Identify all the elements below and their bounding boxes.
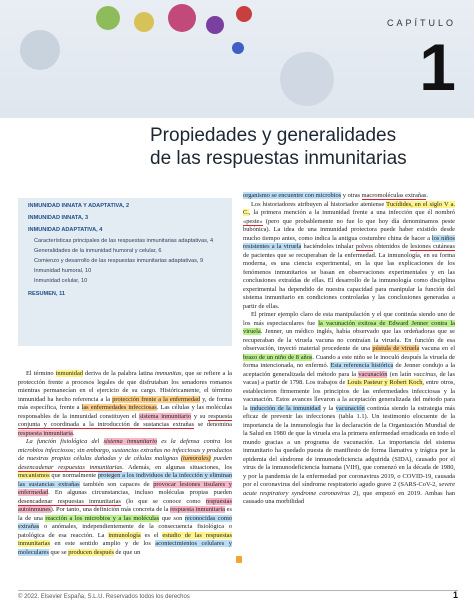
toc-item[interactable]	[28, 278, 222, 285]
text: pueden	[210, 455, 232, 462]
text: , que se refiere a la protección frente a procesos legales de que disfrutaban los senadores romanos mientras permanecían en el ejercicio de su cargo. Históricamente, el término inmunidad ha hecho referencia a la	[18, 370, 232, 403]
text: vaccinus	[413, 370, 436, 378]
toc-item-page: 2	[126, 203, 130, 209]
table-of-contents	[18, 198, 232, 346]
text: . En algunas circunstancias, incluso moléculas propias pueden	[48, 489, 232, 496]
text: obtenidos de	[372, 243, 411, 250]
paragraph	[18, 370, 232, 438]
text: . Las células y las moléculas responsables de la inmunidad constituyen el	[18, 404, 232, 420]
toc-item-page: 9	[200, 258, 204, 265]
text: y la	[320, 404, 336, 412]
toc-item[interactable]	[28, 248, 222, 255]
text: de Jenner condujo a la aceptación generalizada del método para la	[243, 362, 455, 378]
chapter-label: CAPÍTULO	[386, 18, 456, 28]
toc-item-label: INMUNIDAD ADAPTATIVA,	[28, 227, 98, 234]
text: , entre otros, establecieron firmemente los principios de las enfermedades infecciosas y la vacunación. Estos avances llevaron a la aceptación generalizada del método para la	[243, 379, 455, 412]
highlight: (tumorales)	[180, 455, 211, 462]
comment-icon[interactable]	[236, 556, 242, 563]
copyright: © 2022. Elsevier España, S.L.U. Reservados todos los derechos	[18, 594, 190, 600]
illustration-cell	[134, 12, 154, 32]
highlight: macromoléculas extrañas	[361, 192, 427, 199]
highlight: inducción de la inmunidad	[250, 404, 321, 412]
highlight: sistema inmunitario	[139, 412, 192, 420]
highlight: reacción a los microbios y a las moléculas	[45, 514, 160, 522]
text: es la de una	[18, 506, 232, 522]
highlight: desencadenar respuestas inmunitarias	[18, 497, 121, 505]
text: . Además, en algunas situaciones, los	[122, 463, 232, 471]
text: Los historiadores atribuyen al historiador ateniense	[251, 200, 387, 208]
toc-item-page: 10	[85, 268, 92, 275]
highlight: respuesta inmunitaria	[170, 506, 226, 513]
text: haciéndoles inhalar	[301, 243, 356, 250]
toc-item-page: 6	[158, 247, 162, 254]
illustration-cell	[168, 4, 196, 32]
paragraph	[243, 201, 455, 312]
footer	[18, 590, 458, 600]
illustration-cell	[20, 30, 60, 70]
text: La función fisiológica del	[26, 438, 104, 445]
text: , de las vacas) a partir de 1798. Los trabajos de	[243, 370, 455, 386]
toc-item-label: Inmunidad celular,	[34, 278, 80, 285]
paragraph	[243, 311, 455, 507]
chapter-banner	[0, 0, 474, 118]
highlight: respuesta conjunta y coordinada a la introducción de sustancias extrañas	[18, 412, 233, 428]
highlight: «peste»	[243, 217, 263, 225]
highlight: sistema inmunitario	[103, 438, 158, 445]
toc-item-page: 4	[99, 227, 103, 234]
illustration-cell	[206, 16, 224, 34]
illustration-cell	[96, 6, 120, 30]
text: también son capaces de	[79, 480, 154, 488]
text: continúa siendo la estrategia más eficaz de prevenir las infecciones (tabla 1.1). Un testimonio elocuente de la importancia de la inmunología fue la declaración de la Organización Mundial de la Salud en 1980 de que la viruela era la primera enfermedad erradicada en todo el mundo gracias a un programa de vacunación. La importancia del sistema inmunitario ha quedado puesta de manifiesto de forma llamativa y trágica por la epidemia del síndrome de inmunodeficiencia adquirida (SIDA), causado por el virus de la inmunodeficiencia humana (VIH), que comenzó en la década de 1980, y por la pandemia de la enfermedad por coronavirus 2019, o COVID-19, causada por el coronavirus del síndrome respiratorio agudo grave 2 (SARS-CoV-2,	[243, 404, 455, 488]
text: ). Por tanto, una definición más concreta de la	[50, 506, 171, 513]
toc-item-label: INMUNIDAD INNATA,	[28, 215, 84, 222]
highlight: Louis Pasteur y Robert Koch	[347, 379, 423, 386]
toc-item[interactable]	[28, 238, 222, 245]
toc-item-label: Inmunidad humoral,	[34, 268, 84, 275]
text: que son	[159, 514, 185, 522]
highlight: Esta referencia histórica	[330, 362, 394, 369]
left-column	[18, 370, 232, 557]
highlight: la vacunación exitosa de Edward Jenner contra la viruela	[243, 319, 455, 335]
highlight: desencadenar respuestas inmunitarias	[18, 463, 123, 471]
highlight: acontecimientos celulares y moleculares	[18, 540, 232, 556]
highlight: organismo se encuentre con microbios	[243, 192, 342, 199]
highlight: estudio de las respuestas inmunitarias	[18, 531, 232, 547]
paragraph	[18, 438, 232, 557]
highlight: respuestas autoinmunes	[18, 497, 232, 513]
highlight: pústula de viruela	[372, 345, 420, 352]
highlight: polvos	[355, 243, 373, 250]
highlight: vacunación	[358, 370, 388, 378]
text: y, de forma más específica, frente a	[18, 395, 232, 411]
highlight: inmunidad	[55, 370, 83, 377]
highlight: lesiones cutáneas	[410, 243, 455, 250]
chapter-title-line2: de las respuestas inmunitarias	[150, 148, 407, 169]
chapter-number: 1	[419, 30, 456, 104]
text: .	[426, 192, 428, 199]
text: o anómales, independientemente de la consecuencia fisiológica o patológica de esa reacción. La	[18, 523, 232, 539]
text: .	[72, 429, 75, 437]
text: . Jenner, un médico inglés, había observado que las ordeñadoras que se recuperaban de la viruela vacuna no contraían la viruela. En función de esa observación, inyectó material procedente de una	[243, 328, 455, 352]
text: , la primera mención a la inmunidad frente a una infección que él nombró	[248, 209, 455, 216]
text: de que un	[113, 548, 141, 556]
text: que se	[48, 548, 69, 556]
highlight: inmunología	[108, 531, 141, 539]
text: en este sentido amplio y de los	[49, 540, 156, 547]
highlight: provocar lesiones tisulares y enfermedad	[18, 480, 232, 496]
toc-item-page: 11	[59, 290, 66, 297]
illustration-cell	[280, 52, 334, 106]
text: de pacientes que se recuperaban de la enfermedad. La inmunología, en su forma moderna, es una ciencia experimental, en la que las explicaciones de los fenómenos inmunitarios se basan en observaciones experimentales y en las conclusiones extraídas de ellas. El desarrollo de la inmunología como disciplina experimental ha dependido de nuestra capacidad para manipular la función del sistema inmunitario en condiciones controladas y las conclusiones generadas a partir de ellas.	[243, 251, 455, 310]
text: que normalmente	[49, 472, 98, 479]
text: immunitas	[154, 370, 182, 377]
text: . Cuando a este niño se le inoculó después la viruela de forma intencionada, no enfermó.	[243, 353, 455, 369]
text: es el	[140, 531, 163, 539]
text: ), que empezó en 2019. Ambas han causado una morbilidad	[243, 489, 455, 505]
toc-item-page: 3	[84, 215, 89, 222]
toc-item[interactable]	[28, 268, 222, 275]
highlight: mecanismos	[18, 472, 50, 479]
text: (en latín	[387, 370, 414, 378]
highlight: protegen a los individuos de la infección y eliminan las sustancias extrañas	[18, 472, 232, 488]
toc-item-label: Comienzo y desarrollo de las respuestas inmunitarias adaptativas,	[34, 258, 199, 265]
highlight: las enfermedades infecciosas	[81, 404, 157, 411]
text: y su	[191, 412, 209, 420]
chapter-title	[150, 124, 460, 170]
text: severe acute respiratory syndrome coronavirus 2	[243, 481, 455, 497]
text: es la defensa contra los microbios infecciosos; sin embargo, sustancias extrañas no infecciosas y productos de nuestras propias células dañadas y de células malignas	[18, 438, 233, 462]
toc-item[interactable]	[28, 258, 222, 265]
text: deriva de la palabra latina	[83, 370, 155, 377]
toc-item-page: 4	[210, 237, 214, 244]
text: El primer ejemplo claro de esta manipulación y el que continúa siendo uno de los más espectaculares fue	[243, 311, 455, 327]
highlight: reconocidas como extrañas	[18, 514, 232, 530]
toc-item-page: 10	[80, 278, 88, 285]
highlight: protección frente a la enfermedad	[112, 395, 201, 403]
text: El término	[26, 370, 56, 377]
toc-item-label: RESUMEN,	[28, 290, 58, 297]
toc-item[interactable]	[28, 203, 222, 210]
toc-item-label: Generalidades de la inmunidad humoral y celular,	[34, 247, 157, 254]
toc-item-label: INMUNIDAD INNATA Y ADAPTATIVA,	[28, 203, 125, 209]
highlight: respuesta inmunitaria	[18, 429, 73, 437]
highlight: brazo de un niño de 8 años	[243, 353, 313, 361]
toc-item[interactable]	[28, 227, 222, 234]
text: (pero que probablemente no fue lo que hoy día denominamos peste bubónica). La idea de una inmunidad protectora puede haber existido desde mucho tiempo antes, como indica la antigua costumbre china de hacer a	[243, 217, 455, 242]
toc-item-label: Características principales de las respuestas inmunitarias adaptativas,	[34, 237, 209, 244]
right-column	[243, 192, 455, 507]
chapter-title-line1: Propiedades y generalidades	[150, 125, 397, 146]
highlight: los niños resistentes a la viruela	[243, 234, 455, 250]
illustration-cell	[232, 42, 244, 54]
highlight: Tucídides, en el siglo V a. C.	[243, 200, 456, 216]
highlight: producen después	[68, 548, 114, 556]
page-number: 1	[452, 590, 458, 600]
highlight: vacunación	[335, 404, 365, 412]
illustration-cell	[236, 6, 252, 22]
text: vacuna en el	[419, 345, 455, 352]
toc-item[interactable]	[28, 215, 222, 222]
text: y otras	[341, 192, 362, 199]
text: (lo que se conoce como	[120, 497, 206, 505]
toc-item[interactable]	[28, 291, 222, 298]
text: se denomina	[194, 421, 232, 428]
paragraph	[243, 192, 455, 201]
